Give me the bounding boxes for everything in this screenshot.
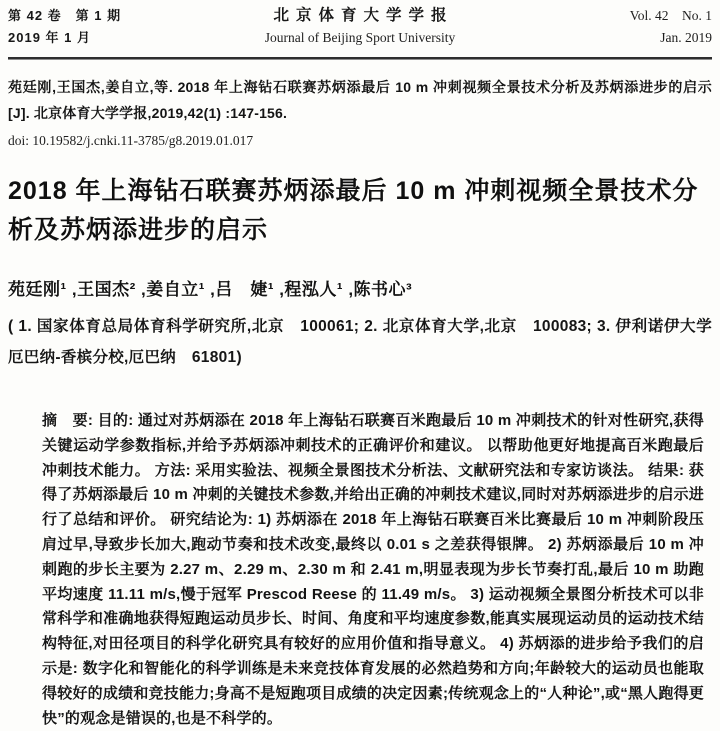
journal-header (8, 6, 712, 48)
article-title: 2018 年上海钻石联赛苏炳添最后 10 m 冲刺视频全景技术分析及苏炳添进步的启示 (8, 177, 699, 244)
volume-issue-en: Vol. 42 No. 1 (629, 8, 712, 23)
journal-name-en: Journal of Beijing Sport University (264, 30, 456, 45)
abstract-text: 目的: 通过对苏炳添在 2018 年上海钻石联赛百米跑最后 10 m 冲刺技术的针对性研究,获得关键运动学参数指标,并给予苏炳添冲刺技术的正确评价和建议。 以帮助他更好地提高百米跑最后冲刺技术能力。 方法: 采用实验法、视频全景图技术分析法、文献研究法和专家访谈法。 结果: 获得了苏炳添最后 10 m 冲刺的关键技术参数,并给出正确的冲刺技术建议,同时对苏炳添进步的启示进行了总结和评价。 研究结论为: 1) 苏炳添在 2018 年上海钻石联赛百米比赛最后 10 m 冲刺阶段压肩过早,导致步长加大,跑动节奏和技术改变,最终以 0.01 s 之差获得银牌。 2) 苏炳添最后 10 m 冲刺跑的步长主要为 2.27 m、2.29 m、2.30 m 和 2.41 m,明显表现为步长节奏打乱,最后 10 m 助跑平均速度 11.11 m/s,慢于冠军 Prescod Reese 的 11.49 m/s。 3) 运动视频全景图分析技术可以非常科学和准确地获得短跑运动员步长、时间、角度和平均速度参数,能真实展现运动员的运动技术结构特征,对田径项目的科学化研究具有较好的应用价值和指导意义。 4) 苏炳添的进步给予我们的启示是: 数字化和智能化的科学训练是未来竞技体育发展的必然趋势和方向;年龄较大的运动员也能取得较好的成绩和竞技能力;身高不是短跑项目成绩的决定因素;传统观念上的“人种论”,或“黑人跑得更快”的观念是错误的,也是不科学的。 (42, 412, 704, 727)
journal-header-left (8, 6, 188, 48)
citation-block (8, 74, 712, 151)
journal-name-cn: 北京体育大学学报 (273, 7, 454, 24)
date-cn: 2019 年 1 月 (8, 30, 91, 45)
doi-text: doi: 10.19582/j.cnki.11-3785/g8.2019.01.017 (8, 133, 254, 148)
citation-text: 苑廷刚,王国杰,姜自立,等. 2018 年上海钻石联赛苏炳添最后 10 m 冲刺视频全景技术分析及苏炳添进步的启示 [J]. 北京体育大学学报,2019,42(1) :147-156. (8, 79, 712, 121)
abstract-label: 摘 要: (42, 412, 98, 429)
date-en: Jan. 2019 (660, 30, 712, 45)
header-divider-rule (8, 57, 712, 60)
abstract-section (42, 409, 704, 731)
volume-issue-cn: 第 42 卷 第 1 期 (8, 8, 122, 23)
author-list: 苑廷刚¹ ,王国杰² ,姜自立¹ ,吕 婕¹ ,程泓人¹ ,陈书心³ (8, 280, 413, 299)
journal-header-center (188, 6, 532, 48)
affiliation-list: ( 1. 国家体育总局体育科学研究所,北京 100061; 2. 北京体育大学,北京 100083; 3. 伊利诺伊大学厄巴纳-香槟分校,厄巴纳 61801) (8, 318, 712, 366)
journal-header-right (532, 6, 712, 48)
